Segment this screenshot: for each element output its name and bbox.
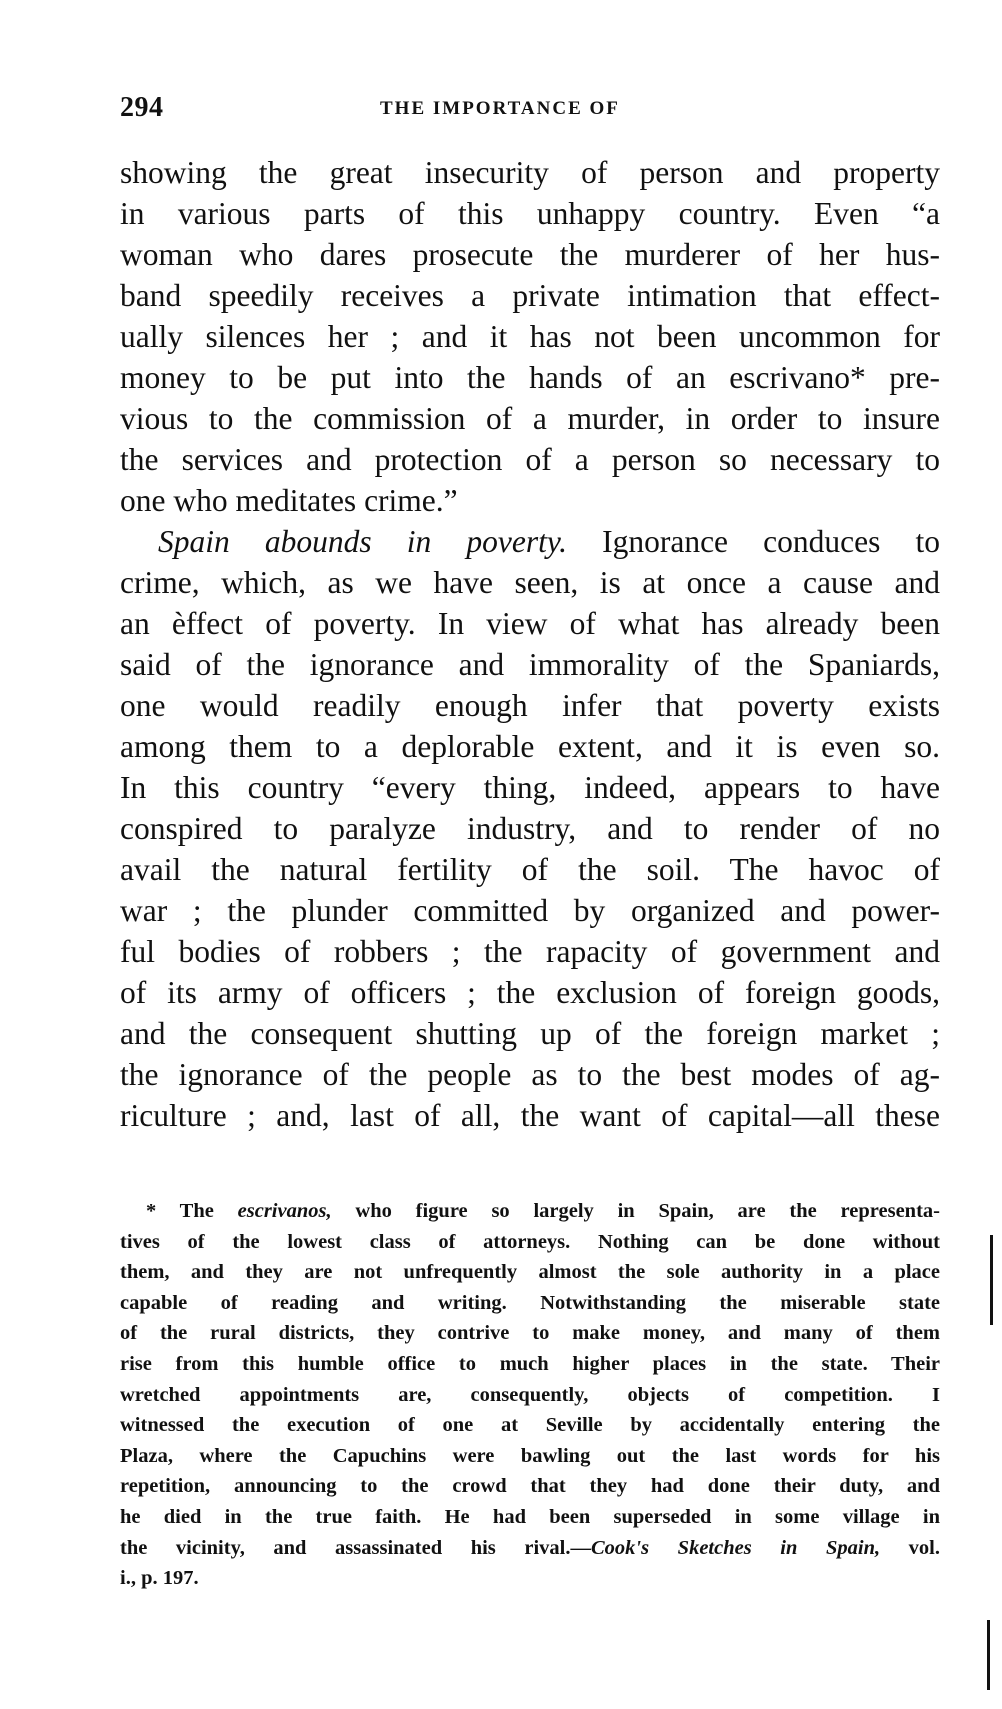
text-line: In this country “every thing, indeed, appears to have [120,770,940,805]
footnote-line: witnessed the execution of one at Seville by accidentally entering the [120,1414,940,1437]
footnote-text: who figure so largely in Spain, are the representa- [331,1200,940,1222]
italic-lead: Spain abounds in poverty. [158,524,567,559]
footnote-text: the vicinity, and assassinated his rival.— [120,1536,591,1559]
page-header [120,92,948,132]
page-number: 294 [120,92,164,123]
footnote-line: he died in the true faith. He had been superseded in some village in [120,1505,940,1528]
text-line: conspired to paralyze industry, and to render of no [120,811,940,846]
footnote-term: escrivanos, [237,1200,332,1222]
text-line: woman who dares prosecute the murderer of her hus- [120,237,940,272]
text-line: crime, which, as we have seen, is at once a cause and [120,565,940,600]
footnote-line: wretched appointments are, consequently, objects of competition. I [120,1383,940,1406]
text-line: the services and protection of a person so necessary to [120,442,940,477]
scan-mark [987,1620,990,1690]
citation-volume: vol. [880,1536,940,1559]
text-line: among them to a deplorable extent, and it is even so. [120,729,940,764]
text-line: ually silences her ; and it has not been uncommon for [120,319,940,354]
lead-continuation: Ignorance conduces to [566,524,940,559]
text-line: ful bodies of robbers ; the rapacity of government and [120,934,940,969]
text-line: in various parts of this unhappy country. Even “a [120,196,940,231]
text-line: avail the natural fertility of the soil. The havoc of [120,852,940,887]
text-line: war ; the plunder committed by organized and power- [120,893,940,928]
footnote [120,1196,940,1594]
paragraph-start [120,521,940,562]
footnote-line [120,1533,940,1564]
main-text [120,152,940,1136]
footnote-line: rise from this humble office to much higher places in the state. Their [120,1352,940,1375]
text-line: said of the ignorance and immorality of the Spaniards, [120,647,940,682]
footnote-line: Plaza, where the Capuchins were bawling out the last words for his [120,1444,940,1467]
text-line: the ignorance of the people as to the best modes of ag- [120,1057,940,1092]
scan-mark [990,1235,993,1325]
text-line: an èffect of poverty. In view of what has already been [120,606,940,641]
text-line: riculture ; and, last of all, the want of capital—all these [120,1098,940,1133]
footnote-line: repetition, announcing to the crowd that they had done their duty, and [120,1475,940,1498]
footnote-line: them, and they are not unfrequently almost the sole authority in a place [120,1261,940,1284]
text-line: of its army of officers ; the exclusion of foreign goods, [120,975,940,1010]
text-line: one who meditates crime.” [120,483,458,518]
footnote-line: i., p. 197. [120,1567,199,1590]
text-line: and the consequent shutting up of the foreign market ; [120,1016,940,1051]
text-line: showing the great insecurity of person and property [120,155,940,190]
text-line: money to be put into the hands of an escrivano* pre- [120,360,940,395]
text-line: one would readily enough infer that poverty exists [120,688,940,723]
text-line: band speedily receives a private intimation that effect- [120,278,940,313]
footnote-line [120,1196,940,1227]
footnote-marker: * The [146,1200,238,1222]
footnote-line: tives of the lowest class of attorneys. Nothing can be done without [120,1230,940,1253]
text-line: vious to the commission of a murder, in order to insure [120,401,940,436]
footnote-line: of the rural districts, they contrive to make money, and many of them [120,1322,940,1345]
citation-title: Cook's Sketches in Spain, [591,1536,881,1559]
footnote-line: capable of reading and writing. Notwithstanding the miserable state [120,1291,940,1314]
running-head: THE IMPORTANCE OF [380,98,620,119]
